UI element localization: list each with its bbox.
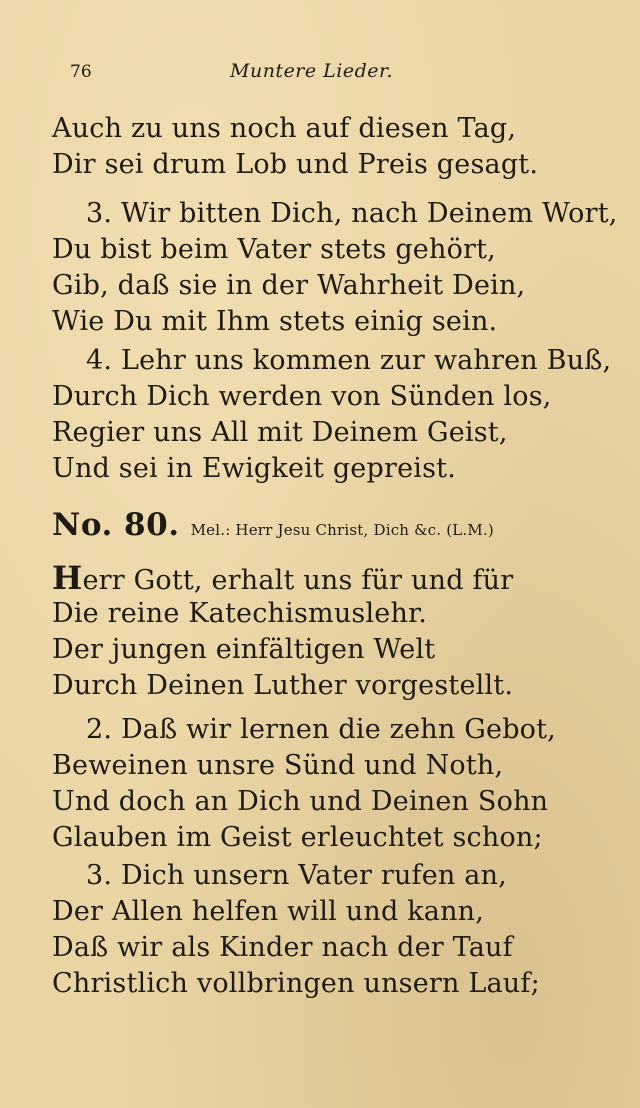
hymn-number: No. 80.: [52, 507, 180, 543]
running-head: [70, 58, 590, 88]
verse-line: Daß wir als Kinder nach der Tauf: [52, 932, 513, 963]
verse-line: Du bist beim Vater stets gehört,: [52, 234, 496, 265]
first-line-text: err Gott, erhalt uns für und für: [82, 565, 514, 596]
verse-line: Die reine Katechismuslehr.: [52, 598, 427, 629]
verse-line: Regier uns All mit Deinem Geist,: [52, 417, 508, 448]
hymn-melody: Mel.: Herr Jesu Christ, Dich &c. (L.M.): [190, 521, 494, 539]
verse-line: Der jungen einfältigen Welt: [52, 634, 436, 665]
verse-line: Auch zu uns noch auf diesen Tag,: [52, 113, 517, 144]
verse-line: 3. Dich unsern Vater rufen an,: [86, 860, 507, 891]
verse-line: Durch Deinen Luther vorgestellt.: [52, 670, 514, 701]
verse-line: Christlich vollbringen unsern Lauf;: [52, 968, 540, 999]
verse-line: Wie Du mit Ihm stets einig sein.: [52, 306, 498, 337]
section-title: Muntere Lieder.: [230, 60, 394, 82]
verse-line: Durch Dich werden von Sünden los,: [52, 381, 552, 412]
hymn-heading: [52, 507, 612, 547]
verse-line: Gib, daß sie in der Wahrheit Dein,: [52, 270, 526, 301]
page-number: 76: [70, 62, 92, 82]
verse-line: Der Allen helfen will und kann,: [52, 896, 485, 927]
verse-line: 4. Lehr uns kommen zur wahren Buß,: [86, 345, 612, 376]
verse-line: Und doch an Dich und Deinen Sohn: [52, 786, 549, 817]
stanza-continuation: [52, 111, 612, 183]
verse-line: Dir sei drum Lob und Preis gesagt.: [52, 149, 539, 180]
verse-line: 2. Daß wir lernen die zehn Gebot,: [86, 714, 556, 745]
stanza-2: [52, 712, 612, 856]
verse-line: Glauben im Geist erleuchtet schon;: [52, 822, 543, 853]
verse-line: Und sei in Ewigkeit gepreist.: [52, 453, 456, 484]
stanza-3-previous-hymn: [52, 196, 618, 340]
drop-initial: H: [52, 559, 83, 597]
stanza-1: [52, 560, 612, 704]
stanza-4-previous-hymn: [52, 343, 612, 487]
verse-line: [52, 560, 612, 596]
verse-line: Beweinen unsre Sünd und Noth,: [52, 750, 504, 781]
stanza-3: [52, 858, 612, 1002]
verse-line: 3. Wir bitten Dich, nach Deinem Wort,: [86, 198, 618, 229]
